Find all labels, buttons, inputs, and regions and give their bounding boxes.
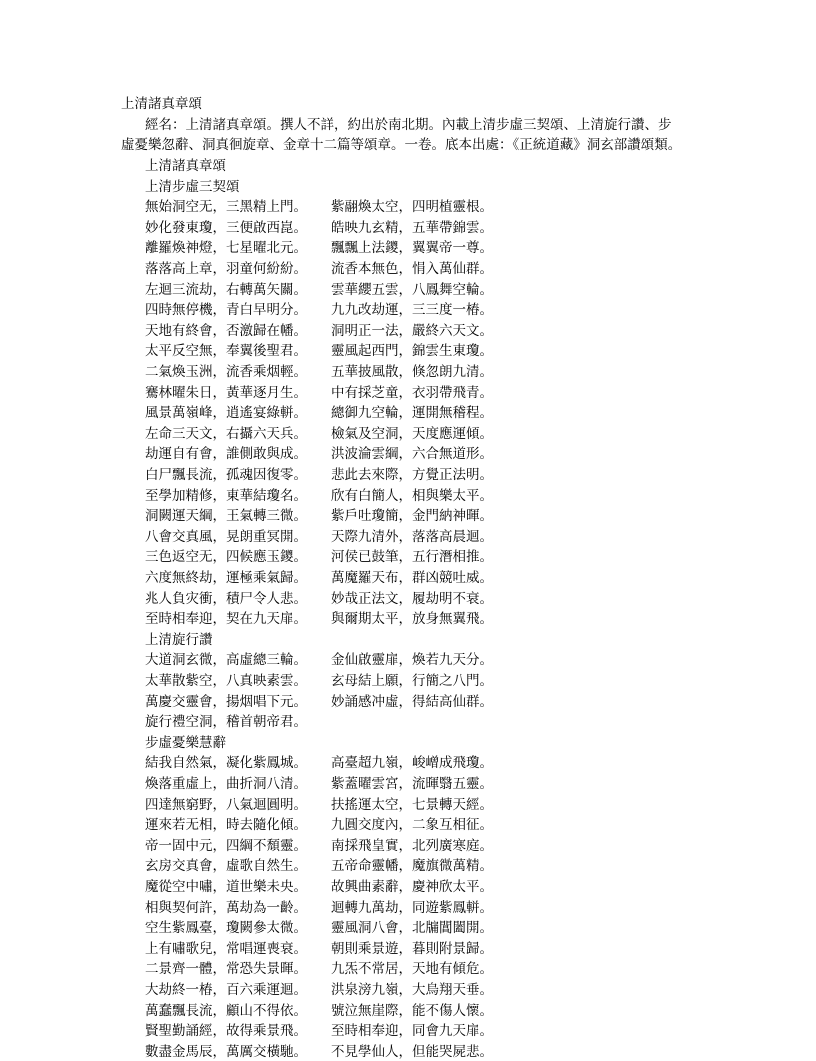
verse-line-right: 紫翮煥太空，四明植靈根。 — [331, 199, 493, 216]
section-heading: 上清步虛三契頌 — [145, 178, 240, 195]
verse-line-left: 萬慶交靈會，揚烟唱下元。 — [145, 693, 307, 710]
verse-line-left: 無始洞空无，三黑精上門。 — [145, 199, 307, 216]
verse-line-left: 上有嘯歌兒，常唱運喪衰。 — [145, 940, 307, 957]
verse-line-right: 檢氣及空洞，天度應運傾。 — [331, 425, 493, 442]
verse-line-left: 萬蠢飄長流，顧山不得依。 — [145, 1002, 307, 1019]
section-heading: 上清旋行讚 — [145, 631, 213, 648]
verse-line-right: 靈風洞八會，北牖閶闔開。 — [331, 920, 493, 937]
verse-line-right: 洪泉滂九嶺，大烏翔天垂。 — [331, 982, 493, 998]
verse-line-right: 南採飛皇實，北列廣寒庭。 — [331, 837, 493, 854]
verse-line-right: 高臺超九嶺，峻嶒成飛瓊。 — [331, 755, 493, 772]
verse-line-right: 萬魔羅天布，群凶競吐威。 — [331, 570, 493, 586]
verse-line-left: 大道洞玄微，高虛總三輪。 — [145, 652, 307, 669]
intro-text-line-2: 虛憂樂忽辭、洞真徊旋章、金章十二篇等頌章。一卷。底本出處：《正統道藏》洞玄部讚頌類。 — [121, 137, 682, 153]
verse-line-right: 迴轉九萬劫，同遊紫鳳軿。 — [331, 899, 493, 916]
verse-line-right: 靈風起西門，錦雲生東瓊。 — [331, 343, 493, 360]
verse-line-right: 中有採芝童，衣羽帶飛青。 — [331, 384, 493, 401]
verse-line-left: 三色返空无，四候應玉鑁。 — [145, 549, 307, 566]
verse-line-left: 結我自然氣，凝化紫鳳城。 — [145, 755, 307, 772]
verse-line-right: 紫戶吐瓊簡，金門納神暉。 — [331, 508, 493, 525]
verse-line-right: 河侯已鼓筆，五行潛相推。 — [331, 549, 493, 566]
verse-line-left: 兆人負灾衝，積尸令人悲。 — [145, 590, 307, 607]
verse-line-left: 至時相奉迎，契在九天扉。 — [145, 611, 307, 628]
verse-line-right: 九圓交度內，二象互相征。 — [331, 817, 493, 834]
verse-line-left: 運來若无相，時去隨化傾。 — [145, 817, 307, 834]
verse-line-left: 二景齊一體，常恐失景暉。 — [145, 961, 307, 978]
section-heading: 步虛憂樂慧辭 — [145, 734, 226, 751]
verse-line-left: 四時無停機，青白早明分。 — [145, 302, 307, 319]
verse-line-left: 賢聖勤誦經，故得乘景飛。 — [145, 1023, 307, 1040]
verse-line-right: 欣有白簡人，相與樂太平。 — [331, 487, 493, 504]
verse-line-right: 扶搖運太空，七景轉天經。 — [331, 796, 493, 813]
verse-line-right: 朝則乘景遊，暮則附景歸。 — [331, 940, 493, 957]
verse-line-right: 天際九清外，落落高晨迴。 — [331, 528, 493, 545]
verse-line-left: 劫運自有會，誰側敢與成。 — [145, 446, 307, 463]
verse-line-right: 與爾期太平，放身無翼飛。 — [331, 611, 493, 628]
verse-line-right: 洪波淪雲綱，六合無道形。 — [331, 446, 493, 463]
verse-line-left: 玄房交真會，虛歌自然生。 — [145, 858, 307, 875]
verse-line-right: 總御九空輪，運開無稽程。 — [331, 405, 493, 422]
verse-line-left: 六度無終劫，運極乘氣歸。 — [145, 570, 307, 586]
verse-line-right: 九九改劫運，三三度一椿。 — [331, 302, 493, 319]
verse-line-left: 左迴三流劫，右轉萬矢關。 — [145, 281, 307, 298]
verse-line-right: 妙哉正法文，履劫明不衰。 — [331, 590, 493, 607]
verse-line-right: 雲華纓五雲，八鳳舞空輪。 — [331, 281, 493, 298]
verse-line-right: 流香本無色，悁入萬仙群。 — [331, 261, 493, 277]
verse-line-right: 紫蓋曜雲宮，流暉翳五靈。 — [331, 776, 493, 792]
verse-line-right: 洞明正一法，嚴終六天文。 — [331, 322, 493, 339]
intro-text-line-1: 經名：上清諸真章頌。撰人不詳，約出於南北期。內載上清步虛三契頌、上清旋行讚、步 — [145, 117, 672, 133]
verse-line-right: 故興曲素辭，慶神欣太平。 — [331, 879, 493, 895]
verse-line-left: 至學加精修，東華結瓊名。 — [145, 487, 307, 504]
verse-line-left: 二氣煥玉洲，流香乘烟輕。 — [145, 364, 307, 380]
verse-line-left: 太平反空無，奉翼後聖君。 — [145, 343, 307, 360]
verse-line-right: 九炁不常居，天地有傾危。 — [331, 961, 493, 978]
verse-line-left: 天地有終會，否激歸在幡。 — [145, 322, 307, 339]
verse-line-right: 妙誦感冲虛，得結高仙群。 — [331, 693, 493, 710]
verse-line-left: 離羅煥神燈，七星曜北元。 — [145, 240, 307, 257]
verse-line-left: 數盡金馬辰，萬厲交橫馳。 — [145, 1043, 307, 1060]
verse-line-left: 帝一固中元，四綱不頹靈。 — [145, 837, 307, 854]
verse-line-right: 不見學仙人，但能哭屍悲。 — [331, 1043, 493, 1060]
sub-title: 上清諸真章頌 — [145, 158, 226, 174]
verse-line-left: 四達無窮野，八氣迴圓明。 — [145, 796, 307, 813]
verse-line-left: 左命三天文，右攝六天兵。 — [145, 425, 307, 442]
verse-line-left: 落落高上章，羽童何紛紛。 — [145, 261, 307, 277]
verse-line-right: 悲此去來際，方覺正法明。 — [331, 467, 493, 483]
verse-line-right: 飄飄上法鑁，翼翼帝一尊。 — [331, 240, 493, 257]
verse-line-left: 大劫終一椿，百六乘運迴。 — [145, 982, 307, 998]
verse-line-left: 八會交真風，晃朗重冥開。 — [145, 528, 307, 545]
verse-line-right: 至時相奉迎，同會九天扉。 — [331, 1023, 493, 1040]
verse-line-left: 騫林曜朱日，黃華逐月生。 — [145, 384, 307, 401]
verse-line-left: 空生紫鳳臺，瓊闕參太微。 — [145, 920, 307, 937]
verse-line-right: 五華披風散，倏忽朗九清。 — [331, 364, 493, 380]
verse-line-left: 魔從空中嘯，道世樂未央。 — [145, 879, 307, 895]
verse-line-right: 皓映九玄精，五華帶錦雲。 — [331, 219, 493, 236]
verse-line-right: 五帝命靈幡，魔旗微萬精。 — [331, 858, 493, 875]
verse-line-left: 相與契何許，萬劫為一齡。 — [145, 899, 307, 916]
verse-line-left: 太華散紫空，八真映素雲。 — [145, 673, 307, 689]
verse-line-left: 洞闕運天綱，王氣轉三微。 — [145, 508, 307, 525]
verse-line-left: 旋行禮空洞，稽首朝帝君。 — [145, 714, 307, 731]
verse-line-left: 妙化發東瓊，三便啟西崑。 — [145, 219, 307, 236]
verse-line-left: 白尸飄長流，孤魂因復零。 — [145, 467, 307, 483]
verse-line-left: 風景萬嶺峰，逍遙宴綠軿。 — [145, 405, 307, 422]
verse-line-right: 金仙啟靈扉，煥若九天分。 — [331, 652, 493, 669]
verse-line-right: 號泣無崖際，能不傷人懷。 — [331, 1002, 493, 1019]
verse-line-left: 煥落重虛上，曲折洞八清。 — [145, 776, 307, 792]
verse-line-right: 玄母結上願，行簡之八門。 — [331, 673, 493, 689]
document-title: 上清諸真章頌 — [121, 96, 202, 112]
